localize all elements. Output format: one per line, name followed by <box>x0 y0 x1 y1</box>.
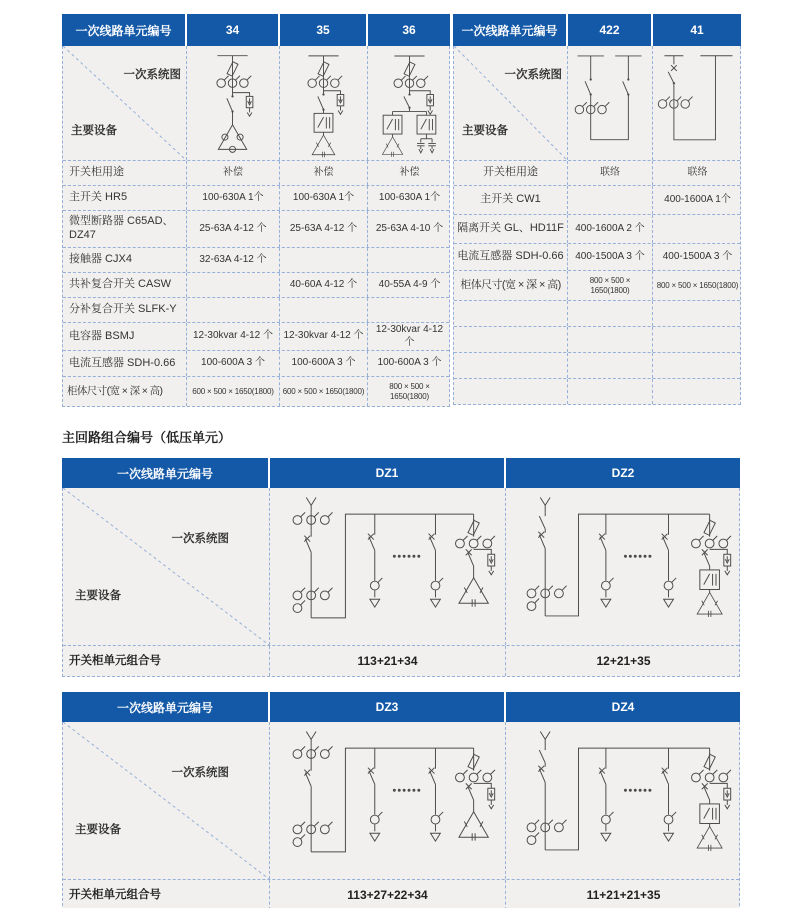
spec-value: 400-1500A 3 个 <box>567 244 652 270</box>
combination-label: 开关柜单元组合号 <box>69 654 161 667</box>
diagram-cell-35 <box>279 46 367 160</box>
one-line-diagram-unit-34 <box>189 47 277 159</box>
diagram-cell-41 <box>652 46 742 160</box>
empty-row <box>454 300 740 326</box>
one-line-diagram-dz1 <box>272 489 503 644</box>
header-col-dz1: DZ1 <box>268 458 504 488</box>
spec-row-purpose <box>63 160 449 185</box>
spec-label: 主开关 HR5 <box>69 191 128 204</box>
spec-value: 400-1600A 1个 <box>652 186 742 214</box>
main-equipment-label: 主要设备 <box>462 124 508 137</box>
spec-value: 25-63A 4-12 个 <box>186 211 279 247</box>
spec-value: 800 × 500 × 1650(1800) <box>367 377 451 406</box>
header-col-dz3: DZ3 <box>268 692 504 722</box>
diagram-cell-422 <box>567 46 652 160</box>
diagram-corner-cell <box>63 46 186 160</box>
spec-value: 补偿 <box>279 161 367 185</box>
spec-row-main-switch <box>63 185 449 210</box>
table-header-row <box>62 692 740 722</box>
header-col-35: 35 <box>278 14 366 46</box>
spec-label: 开关柜用途 <box>483 166 538 179</box>
empty-row <box>454 326 740 352</box>
one-line-diagram-dz2 <box>508 489 739 644</box>
spec-label: 微型断路器 C65AD、DZ47 <box>69 215 174 241</box>
spec-row-ct <box>63 350 449 376</box>
empty-row <box>454 378 740 404</box>
spec-value <box>367 248 451 272</box>
spec-row-purpose <box>454 160 740 185</box>
diagram-row <box>454 46 740 160</box>
spec-row-mcb <box>63 210 449 247</box>
spec-value: 12-30kvar 4-12 个 <box>279 323 367 350</box>
spec-label: 柜体尺寸(宽 × 深 × 高) <box>460 278 561 291</box>
spec-value: 100-630A 1个 <box>186 186 279 210</box>
spec-row-contactor <box>63 247 449 272</box>
diagram-row <box>63 488 739 645</box>
spec-value: 12-30kvar 4-12 个 <box>186 323 279 350</box>
one-line-diagram-dz4 <box>508 723 739 878</box>
diagram-row <box>63 722 739 879</box>
combination-value-dz4: 11+21+21+35 <box>505 880 741 908</box>
diagonal-divider <box>63 488 269 645</box>
section-heading: 主回路组合编号（低压单元） <box>62 430 232 445</box>
system-diagram-label: 一次系统图 <box>171 533 229 545</box>
header-col-41: 41 <box>651 14 741 46</box>
combination-value-dz1: 113+21+34 <box>269 646 505 676</box>
one-line-diagram-unit-35 <box>282 47 365 159</box>
spec-label: 电容器 BSMJ <box>69 329 135 342</box>
diagram-row <box>63 46 449 160</box>
diagram-cell-dz1 <box>269 488 505 645</box>
main-equipment-label: 主要设备 <box>75 823 121 836</box>
system-diagram-label: 一次系统图 <box>504 69 562 81</box>
table-header-row <box>453 14 741 46</box>
diagram-corner-cell <box>63 488 269 645</box>
header-unit-number: 一次线路单元编号 <box>116 466 213 481</box>
spec-value <box>567 186 652 214</box>
header-col-34: 34 <box>185 14 278 46</box>
one-line-diagram-unit-41 <box>655 47 740 159</box>
spec-value: 800 × 500 × 1650(1800) <box>652 271 742 300</box>
spec-row-main-switch <box>454 185 740 214</box>
spec-label: 主开关 CW1 <box>480 193 541 206</box>
spec-value: 800 × 500 × 1650(1800) <box>567 271 652 300</box>
table-header-row <box>62 458 740 488</box>
diagram-cell-dz2 <box>505 488 741 645</box>
spec-row-capacitor <box>63 322 449 350</box>
spec-value: 40-60A 4-12 个 <box>279 273 367 297</box>
bus-tie-units-table <box>453 14 741 407</box>
compensation-units-table <box>62 14 450 407</box>
spec-row-dimensions <box>454 270 740 300</box>
spec-value: 联络 <box>567 161 652 185</box>
spec-value: 40-55A 4-9 个 <box>367 273 451 297</box>
spec-value: 联络 <box>652 161 742 185</box>
spec-value: 32-63A 4-12 个 <box>186 248 279 272</box>
one-line-diagram-unit-422 <box>570 47 650 159</box>
spec-value: 100-630A 1个 <box>367 186 451 210</box>
diagram-cell-dz4 <box>505 722 741 879</box>
spec-value: 100-600A 3 个 <box>186 351 279 376</box>
spec-value: 25-63A 4-10 个 <box>367 211 451 247</box>
spec-value: 100-600A 3 个 <box>367 351 451 376</box>
spec-label: 电流互感器 SDH-0.66 <box>457 250 564 263</box>
spec-value <box>186 273 279 297</box>
spec-value: 补偿 <box>186 161 279 185</box>
header-col-422: 422 <box>566 14 651 46</box>
spec-label: 开关柜用途 <box>69 166 124 179</box>
diagonal-divider <box>63 46 186 160</box>
diagram-corner-cell <box>63 722 269 879</box>
spec-label: 共补复合开关 CASW <box>69 278 172 291</box>
dz12-table <box>62 458 740 677</box>
combination-value-dz3: 113+27+22+34 <box>269 880 505 908</box>
header-col-36: 36 <box>366 14 450 46</box>
spec-value <box>279 298 367 322</box>
spec-value: 25-63A 4-12 个 <box>279 211 367 247</box>
spec-row-ct <box>454 243 740 270</box>
spec-row-isolator <box>454 214 740 243</box>
spec-value: 100-600A 3 个 <box>279 351 367 376</box>
spec-label: 柜体尺寸(宽 × 深 × 高) <box>67 384 163 397</box>
spec-row-dimensions <box>63 376 449 406</box>
spec-value: 100-630A 1个 <box>279 186 367 210</box>
main-equipment-label: 主要设备 <box>75 589 121 602</box>
spec-value <box>367 298 451 322</box>
combination-row <box>63 879 739 908</box>
combination-value-dz2: 12+21+35 <box>505 646 741 676</box>
spec-row-slfk <box>63 297 449 322</box>
combination-row <box>63 645 739 676</box>
diagram-cell-36 <box>367 46 451 160</box>
diagram-cell-dz3 <box>269 722 505 879</box>
dz34-table <box>62 692 740 908</box>
spec-label: 隔离开关 GL、HD11F <box>457 222 564 235</box>
diagram-cell-34 <box>186 46 279 160</box>
spec-value <box>652 215 742 243</box>
one-line-diagram-unit-36 <box>370 47 449 159</box>
diagonal-divider <box>63 722 269 879</box>
main-equipment-label: 主要设备 <box>71 124 117 137</box>
header-unit-number: 一次线路单元编号 <box>75 23 172 38</box>
one-line-diagram-dz3 <box>272 723 503 878</box>
spec-value: 600 × 500 × 1650(1800) <box>186 377 279 406</box>
spec-label: 接触器 CJX4 <box>69 253 132 266</box>
header-unit-number: 一次线路单元编号 <box>116 700 213 715</box>
spec-value: 12-30kvar 4-12 个 <box>367 323 451 350</box>
spec-label: 电流互感器 SDH-0.66 <box>69 356 176 369</box>
combination-label: 开关柜单元组合号 <box>69 888 161 901</box>
empty-row <box>454 352 740 378</box>
header-unit-number: 一次线路单元编号 <box>461 23 558 38</box>
diagonal-divider <box>454 46 567 160</box>
spec-value: 400-1500A 3 个 <box>652 244 742 270</box>
system-diagram-label: 一次系统图 <box>123 69 181 81</box>
header-col-dz4: DZ4 <box>504 692 740 722</box>
spec-value: 600 × 500 × 1650(1800) <box>279 377 367 406</box>
spec-value <box>186 298 279 322</box>
spec-value <box>279 248 367 272</box>
spec-label: 分补复合开关 SLFK-Y <box>69 303 177 316</box>
spec-value: 400-1600A 2 个 <box>567 215 652 243</box>
table-header-row <box>62 14 450 46</box>
system-diagram-label: 一次系统图 <box>171 767 229 779</box>
header-col-dz2: DZ2 <box>504 458 740 488</box>
top-tables <box>62 14 741 407</box>
spec-value: 补偿 <box>367 161 451 185</box>
diagram-corner-cell <box>454 46 567 160</box>
spec-row-casw <box>63 272 449 297</box>
